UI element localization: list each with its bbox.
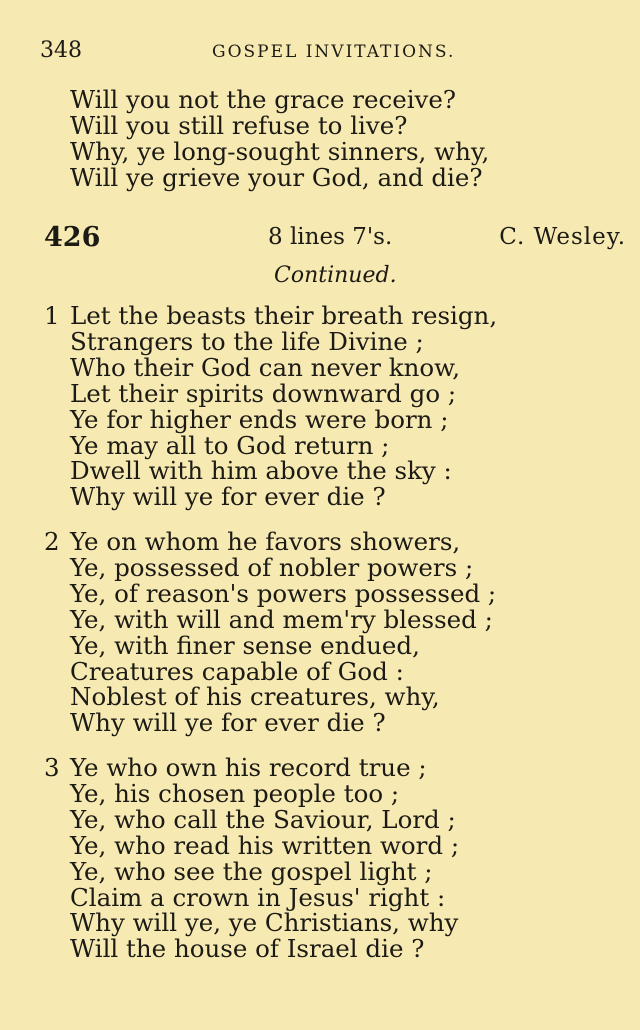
verse-line: Let their spirits downward go ;: [70, 378, 457, 408]
verse-line: Will you not the grace receive?: [70, 85, 457, 114]
verse-line: Ye, with finer sense endued,: [70, 630, 420, 660]
stanza-1: [44, 303, 497, 510]
verse-line: Strangers to the life Divine ;: [70, 326, 424, 356]
stanza-number: 3: [44, 753, 60, 782]
verse-line: Ye, possessed of nobler powers ;: [70, 552, 474, 582]
running-title: GOSPEL INVITATIONS.: [212, 42, 456, 62]
verse-line: Will the house of Israel die ?: [70, 934, 425, 964]
verse-line: Claim a crown in Jesus' right :: [70, 882, 446, 912]
verse-line: Dwell with him above the sky :: [70, 456, 452, 486]
verse-line: Who their God can never know,: [70, 352, 460, 382]
stanza-number: 2: [44, 527, 60, 556]
page-number: 348: [40, 38, 82, 63]
verse-line: Ye who own his record true ;: [70, 753, 427, 782]
carryover-stanza: [44, 87, 489, 191]
verse-line: Creatures capable of God :: [70, 656, 404, 686]
verse-line: Ye may all to God return ;: [70, 430, 390, 460]
verse-line: Ye, of reason's powers possessed ;: [70, 578, 497, 608]
verse-line: Ye, who read his written word ;: [70, 830, 460, 860]
hymn-subtitle: Continued.: [274, 263, 397, 288]
verse-line: Why will ye, ye Christians, why: [70, 908, 459, 938]
verse-line: Ye, who call the Saviour, Lord ;: [70, 804, 456, 834]
stanza-3: [44, 755, 459, 962]
verse-line: Why will ye for ever die ?: [70, 708, 386, 738]
page-header: [40, 38, 600, 68]
verse-line: Noblest of his creatures, why,: [70, 682, 440, 712]
verse-line: Ye on whom he favors showers,: [70, 527, 461, 556]
verse-line: Why, ye long-sought sinners, why,: [70, 136, 490, 166]
verse-line: Will you still refuse to live?: [70, 110, 408, 140]
verse-line: Why will ye for ever die ?: [70, 482, 386, 512]
stanza-2: [44, 529, 496, 736]
verse-line: Will ye grieve your God, and die?: [70, 162, 483, 192]
verse-line: Let the beasts their breath resign,: [70, 301, 498, 330]
verse-line: Ye, his chosen people too ;: [70, 778, 400, 808]
hymn-author: C. Wesley.: [499, 224, 626, 250]
hymn-heading: [44, 222, 626, 256]
stanza-number: 1: [44, 301, 60, 330]
verse-line: Ye for higher ends were born ;: [70, 404, 449, 434]
verse-line: Ye, with will and mem'ry blessed ;: [70, 604, 493, 634]
verse-line: Ye, who see the gospel light ;: [70, 856, 433, 886]
hymn-meter: 8 lines 7's.: [268, 224, 393, 250]
hymn-number: 426: [44, 222, 101, 253]
